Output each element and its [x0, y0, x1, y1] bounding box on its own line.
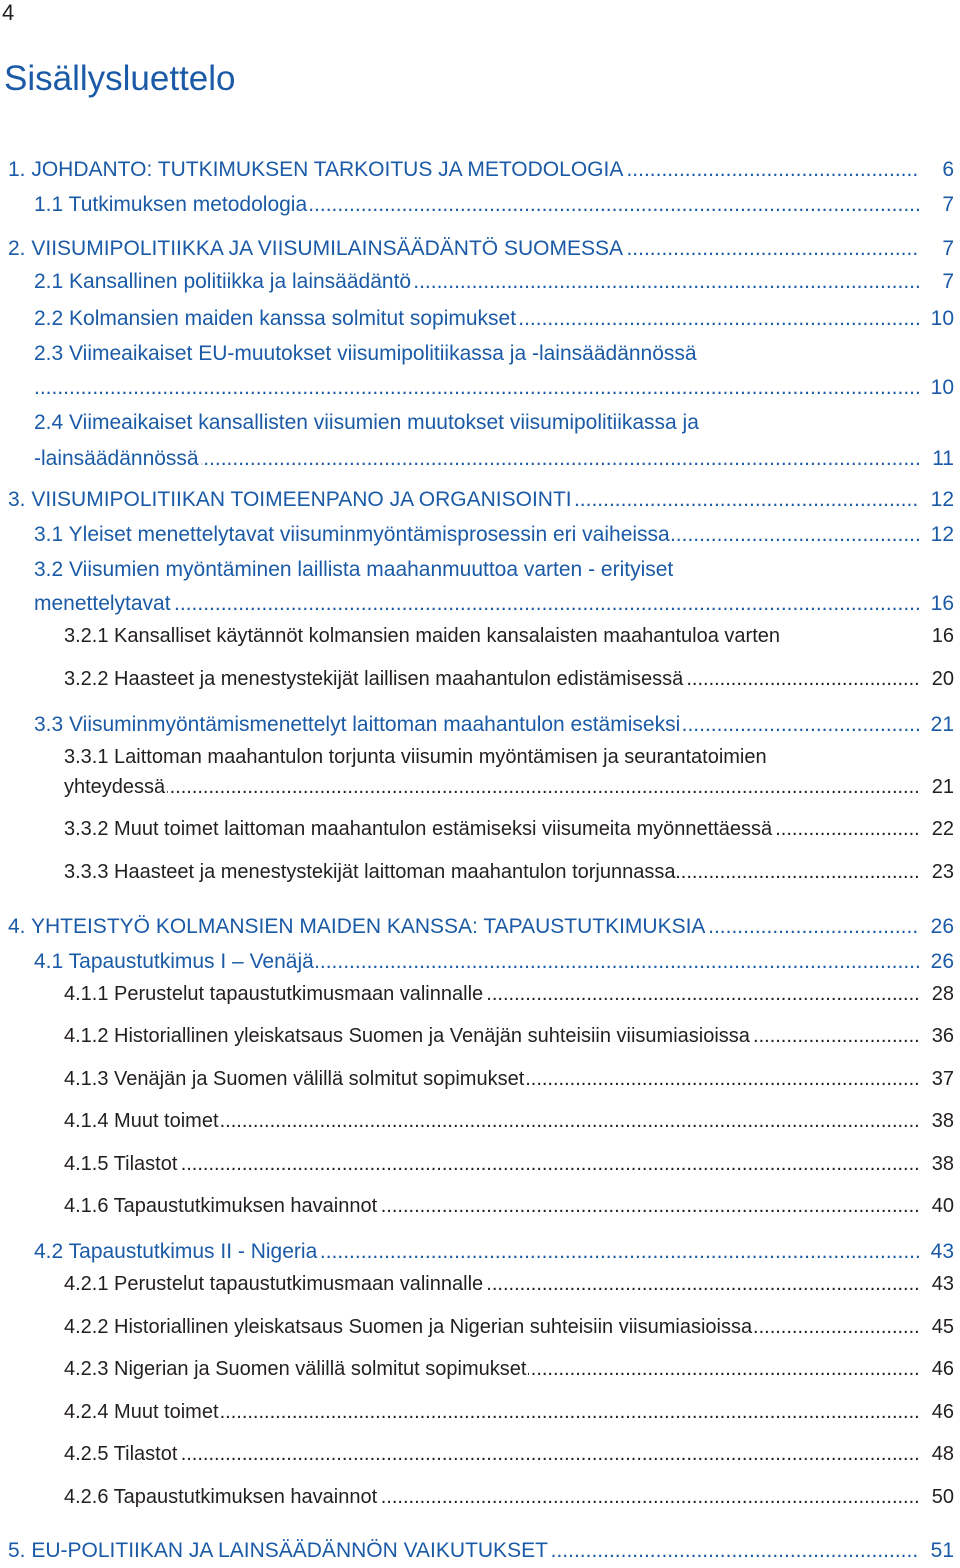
toc-entry-3-2-cont[interactable]: [0, 590, 960, 618]
page-number: 4: [2, 0, 15, 25]
toc-entry-page: 46: [930, 1398, 954, 1426]
toc-entry-label: 4.2.6 Tapaustutkimuksen havainnot: [64, 1483, 379, 1511]
toc-entry-label: 4. YHTEISTYÖ KOLMANSIEN MAIDEN KANSSA: TAPAUSTUTKIMUKSIA: [8, 913, 707, 941]
toc-entry-page: 45: [930, 1313, 954, 1341]
toc-entry-label: 2.3 Viimeaikaiset EU-muutokset viisumipolitiikassa ja -lainsäädännössä: [34, 340, 699, 368]
toc-entry-4[interactable]: [0, 913, 960, 941]
toc-entry-2-4[interactable]: [0, 409, 960, 437]
toc-entry-page: 23: [930, 858, 954, 886]
toc-entry-label: 4.2.1 Perustelut tapaustutkimusmaan valinnalle: [64, 1270, 485, 1298]
toc-entry-page: 51: [929, 1537, 954, 1565]
toc-entry-4-2-6[interactable]: [0, 1483, 960, 1511]
toc-entry-page: 21: [929, 711, 954, 739]
toc-entry-label-cont: menettelytavat: [34, 590, 173, 618]
toc-entry-3-1[interactable]: [0, 521, 960, 549]
toc-entry-label: 5. EU-POLITIIKAN JA LAINSÄÄDÄNNÖN VAIKUTUKSET: [8, 1537, 550, 1565]
toc-entry-page: 48: [930, 1440, 954, 1468]
toc-entry-label: 4.1.1 Perustelut tapaustutkimusmaan valinnalle: [64, 980, 485, 1008]
toc-entry-4-2-2[interactable]: [0, 1313, 960, 1341]
toc-entry-3-3-2[interactable]: [0, 815, 960, 843]
toc-entry-page: 43: [930, 1270, 954, 1298]
toc-entry-3-3-3[interactable]: [0, 858, 960, 886]
toc-entry-page: 7: [940, 191, 954, 219]
toc-entry-page: 22: [930, 815, 954, 843]
toc-entry-4-2-5[interactable]: [0, 1440, 960, 1468]
toc-entry-page: 38: [930, 1107, 954, 1135]
toc-entry-2-4-cont[interactable]: [0, 445, 960, 473]
toc-entry-4-1-1[interactable]: [0, 980, 960, 1008]
toc-entry-page: 21: [930, 773, 954, 801]
toc-entry-page: 40: [930, 1192, 954, 1220]
toc-entry-label-cont: -lainsäädännössä: [34, 445, 201, 473]
toc-entry-page: 16: [930, 622, 954, 650]
toc-entry-4-1-2[interactable]: [0, 1022, 960, 1050]
toc-entry-3-2-1[interactable]: [0, 622, 960, 650]
toc-entry-label: 2. VIISUMIPOLITIIKKA JA VIISUMILAINSÄÄDÄNTÖ SUOMESSA: [8, 235, 625, 263]
toc-entry-page: 12: [929, 486, 954, 514]
toc-entry-1-1[interactable]: [0, 191, 960, 219]
toc-entry-3-3-1[interactable]: [0, 743, 960, 771]
toc-entry-2-2[interactable]: [0, 305, 960, 333]
toc-entry-label-cont: yhteydessä: [64, 773, 167, 801]
toc-entry-label: 4.1 Tapaustutkimus I – Venäjä: [34, 948, 316, 976]
toc-entry-label: 4.1.5 Tilastot: [64, 1150, 179, 1178]
toc-entry-label: 3.2 Viisumien myöntäminen laillista maahanmuuttoa varten - erityiset: [34, 556, 675, 584]
toc-entry-4-2-4[interactable]: [0, 1398, 960, 1426]
toc-entry-3-2[interactable]: [0, 556, 960, 584]
toc-entry-label: 3.3.1 Laittoman maahantulon torjunta viisumin myöntämisen ja seurantatoimien: [64, 743, 769, 771]
toc-entry-label: 2.2 Kolmansien maiden kanssa solmitut sopimukset: [34, 305, 518, 333]
toc-entry-2[interactable]: [0, 235, 960, 263]
toc-entry-label: 4.1.6 Tapaustutkimuksen havainnot: [64, 1192, 379, 1220]
toc-entry-page: 6: [940, 156, 954, 184]
toc-entry-page: 12: [929, 521, 954, 549]
toc-entry-5[interactable]: [0, 1537, 960, 1565]
toc-entry-label: 1.1 Tutkimuksen metodologia: [34, 191, 309, 219]
toc-entry-label: 2.4 Viimeaikaiset kansallisten viisumien muutokset viisumipolitiikassa ja: [34, 409, 701, 437]
toc-entry-page: 16: [929, 590, 954, 618]
toc-entry-3-2-2[interactable]: [0, 665, 960, 693]
toc-entry-page: 20: [930, 665, 954, 693]
toc-entry-3-3[interactable]: [0, 711, 960, 739]
toc-entry-page: 26: [929, 913, 954, 941]
toc-entry-2-1[interactable]: [0, 268, 960, 296]
toc-entry-3[interactable]: [0, 486, 960, 514]
toc-entry-label: 4.1.2 Historiallinen yleiskatsaus Suomen ja Venäjän suhteisiin viisumiasioissa: [64, 1022, 752, 1050]
toc-entry-label: 4.1.3 Venäjän ja Suomen välillä solmitut sopimukset: [64, 1065, 526, 1093]
toc-entry-page: 50: [930, 1483, 954, 1511]
toc-entry-4-2-3[interactable]: [0, 1355, 960, 1383]
toc-entry-page: 43: [929, 1238, 954, 1266]
toc-entry-label: 1. JOHDANTO: TUTKIMUKSEN TARKOITUS JA METODOLOGIA: [8, 156, 625, 184]
toc-entry-page: 37: [930, 1065, 954, 1093]
toc-entry-label: 3.3.2 Muut toimet laittoman maahantulon estämiseksi viisumeita myönnettäessä: [64, 815, 774, 843]
toc-entry-label: 3.2.2 Haasteet ja menestystekijät laillisen maahantulon edistämisessä: [64, 665, 685, 693]
toc-entry-label: 4.2 Tapaustutkimus II - Nigeria: [34, 1238, 319, 1266]
toc-entry-2-3-cont[interactable]: [0, 374, 960, 402]
toc-entry-4-1-5[interactable]: [0, 1150, 960, 1178]
toc-entry-page: 36: [930, 1022, 954, 1050]
toc-entry-label: 2.1 Kansallinen politiikka ja lainsäädäntö: [34, 268, 413, 296]
toc-entry-label: 4.2.4 Muut toimet: [64, 1398, 221, 1426]
toc-entry-page: 10: [929, 305, 954, 333]
toc-entry-page: 26: [929, 948, 954, 976]
toc-entry-label: 3.3 Viisuminmyöntämismenettelyt laittoman maahantulon estämiseksi: [34, 711, 682, 739]
toc-entry-4-1-3[interactable]: [0, 1065, 960, 1093]
toc-entry-label: 4.2.5 Tilastot: [64, 1440, 179, 1468]
toc-entry-page: 7: [940, 235, 954, 263]
toc-entry-page: 46: [930, 1355, 954, 1383]
toc-entry-4-1-4[interactable]: [0, 1107, 960, 1135]
toc-entry-label: 3.1 Yleiset menettelytavat viisuminmyöntämisprosessin eri vaiheissa: [34, 521, 672, 549]
toc-entry-4-1-6[interactable]: [0, 1192, 960, 1220]
toc-title: Sisällysluettelo: [4, 59, 236, 98]
toc-entry-page: 28: [930, 980, 954, 1008]
toc-entry-4-1[interactable]: [0, 948, 960, 976]
toc-entry-label: 3.3.3 Haasteet ja menestystekijät laittoman maahantulon torjunnassa: [64, 858, 677, 886]
toc-entry-4-2-1[interactable]: [0, 1270, 960, 1298]
toc-entry-2-3[interactable]: [0, 340, 960, 368]
toc-entry-label: 4.2.2 Historiallinen yleiskatsaus Suomen ja Nigerian suhteisiin viisumiasioissa: [64, 1313, 754, 1341]
toc-entry-page: 10: [929, 374, 954, 402]
toc-entry-4-2[interactable]: [0, 1238, 960, 1266]
toc-entry-1[interactable]: [0, 156, 960, 184]
toc-entry-label: 3. VIISUMIPOLITIIKAN TOIMEENPANO JA ORGANISOINTI: [8, 486, 574, 514]
toc-entry-page: 38: [930, 1150, 954, 1178]
toc-entry-label: 4.2.3 Nigerian ja Suomen välillä solmitut sopimukset: [64, 1355, 528, 1383]
toc-entry-page: 11: [930, 445, 954, 473]
toc-entry-3-3-1-cont[interactable]: [0, 773, 960, 801]
toc-entry-label: 3.2.1 Kansalliset käytännöt kolmansien maiden kansalaisten maahantuloa varten: [64, 622, 782, 650]
toc-entry-label: 4.1.4 Muut toimet: [64, 1107, 221, 1135]
toc-entry-page: 7: [940, 268, 954, 296]
